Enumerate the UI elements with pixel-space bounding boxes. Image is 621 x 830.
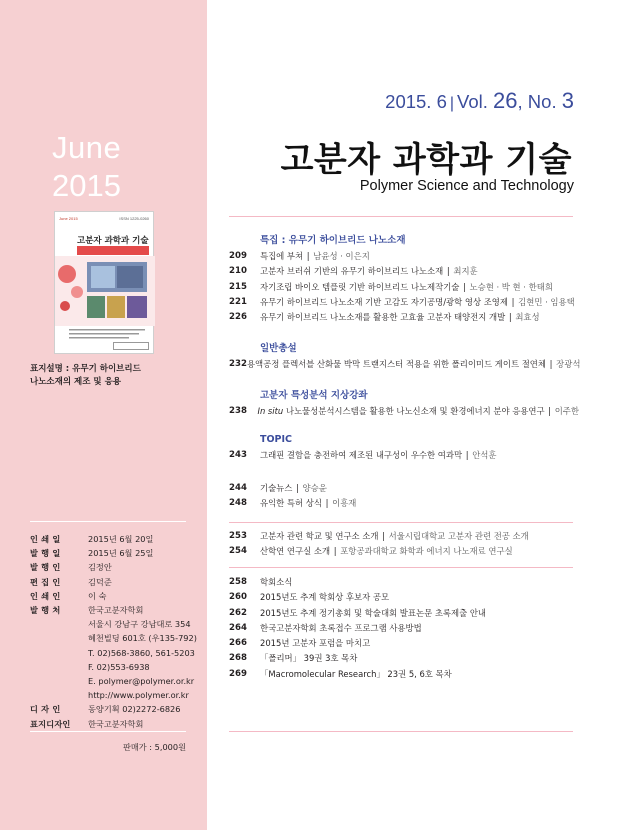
toc-topic: [229, 434, 579, 463]
toc-entry[interactable]: 226 유무기 하이브리드 나노소재를 활용한 고효율 고분자 태양전지 개발 | 최효성: [229, 312, 540, 323]
issue-date: 2015. 6: [385, 91, 447, 112]
rule-lower: [229, 567, 573, 568]
toc-entry[interactable]: 269 「Macromolecular Research」 23권 5, 6호 목차: [229, 668, 452, 679]
section-heading: 고분자 특성분석 지상강좌: [260, 390, 368, 401]
address-line: 서울시 강남구 강남대로 354: [88, 619, 191, 630]
address-line: 혜천빌딩 601호 (우135-792): [88, 633, 197, 644]
toc-special: [229, 232, 579, 325]
cover-band: [77, 246, 149, 255]
cover-publisher-logo: [113, 342, 149, 350]
toc-entry[interactable]: 264 한국고분자학회 초록접수 프로그램 사용방법: [229, 622, 422, 633]
journal-subtitle: Polymer Science and Technology: [359, 178, 574, 194]
toc-entry[interactable]: 244 기술뉴스 | 양승윤: [229, 483, 327, 493]
rule-bottom: [229, 731, 573, 732]
section-heading: TOPIC: [260, 434, 293, 445]
info-row: 발 행 처 한국고분자학회: [30, 605, 144, 616]
toc-entry[interactable]: 215 자기조립 바이오 템플릿 기반 하이브리드 나노제작기술 | 노승현 · 박 현 · 한태희: [229, 281, 553, 292]
fax-line: F. 02)553-6938: [88, 661, 150, 672]
info-row: 인 쇄 일 2015년 6월 20일: [30, 534, 154, 544]
toc-entry[interactable]: 232 용액공정 플렉서블 산화물 박막 트랜지스터 적용을 위한 폴리이미드 게이트 절연체 | 장광석: [229, 359, 581, 369]
sidebar: [0, 0, 207, 830]
cover-title: 고분자 과학과 기술: [77, 236, 149, 246]
section-heading: 특집 : 유무기 하이브리드 나노소재: [260, 235, 406, 246]
cover-issn: ISSN 1225-0260: [119, 216, 149, 221]
cover-artwork: [55, 256, 155, 326]
info-row: 발 행 일 2015년 6월 25일: [30, 548, 154, 559]
toc-entry[interactable]: 221 유무기 하이브리드 나노소재 기반 고감도 자기공명/광학 영상 조영제 | 김현민 · 임용택: [229, 296, 575, 307]
cover-text-block: [69, 328, 145, 340]
toc-entry[interactable]: 248 유익한 특허 상식 | 이흥재: [229, 498, 357, 509]
journal-title: 고분자 과학과 기술: [280, 140, 572, 180]
toc-news: [229, 481, 579, 512]
info-row: 표지디자인 한국고분자학회: [30, 718, 144, 729]
toc-entry[interactable]: 266 2015년 고분자 포럼을 마치고: [229, 638, 371, 649]
toc-entry[interactable]: 260 2015년도 추계 학회상 후보자 공모: [229, 592, 390, 603]
sidebar-divider-bottom: [30, 731, 186, 732]
volume-number: 26: [493, 88, 518, 113]
cover-caption: [30, 363, 141, 389]
rule-middle: [229, 522, 573, 523]
issue-info: [385, 88, 574, 114]
number-label: , No.: [517, 91, 557, 112]
sidebar-month: June: [52, 130, 122, 165]
info-row: 발 행 인 김정안: [30, 562, 112, 573]
website-line: http://www.polymer.or.kr: [88, 690, 189, 701]
issue-number: 3: [561, 88, 574, 113]
info-row: 편 집 인 김덕준: [30, 576, 112, 587]
email-line: E. polymer@polymer.or.kr: [88, 676, 195, 687]
cover-date: June 2015: [59, 216, 78, 221]
cover-caption-line2: 나노소재의 제조 및 응용: [30, 377, 121, 387]
toc-entry[interactable]: 209 특집에 부쳐 | 남윤성 · 이은지: [229, 251, 370, 261]
toc-entry[interactable]: 254 산학연 연구실 소개 | 포항공과대학교 화학과 에너지 나노재료 연구실: [229, 546, 513, 557]
toc-misc: [229, 575, 579, 682]
rule-top: [229, 216, 573, 217]
info-row: 디 자 인 동양기획 02)2272-6826: [30, 704, 181, 715]
cover-caption-line1: 표지설명 : 유무기 하이브리드: [30, 364, 141, 374]
toc-entry[interactable]: 268 「폴리머」 39권 3호 목차: [229, 653, 358, 664]
toc-entry[interactable]: 253 고분자 관련 학교 및 연구소 소개 | 서울시립대학교 고분자 관련 전공 소개: [229, 531, 529, 541]
toc-general: [229, 340, 579, 372]
price: 판매가 : 5,000원: [122, 742, 186, 752]
toc-entry[interactable]: 238 In situ 나노물성분석시스템을 활용한 나노신소재 및 환경에너지 분야 응용연구 | 이주한: [229, 406, 579, 416]
info-row: 인 쇄 인 이 숙: [30, 590, 107, 601]
sidebar-divider-top: [30, 521, 186, 522]
toc-intro: [229, 529, 579, 560]
toc-entry[interactable]: 262 2015년도 추계 정기총회 및 학술대회 발표논문 초록제출 안내: [229, 607, 487, 618]
issue-separator: |: [449, 95, 455, 112]
publication-info: [30, 532, 200, 731]
section-heading: 일반총설: [260, 343, 297, 354]
toc-lecture: [229, 387, 579, 419]
toc-entry[interactable]: 243 그래핀 결함을 충전하여 제조된 내구성이 우수한 여과막 | 안석훈: [229, 450, 497, 460]
sidebar-year: 2015: [52, 168, 121, 203]
phone-line: T. 02)568-3860, 561-5203: [88, 647, 195, 658]
volume-label: Vol.: [457, 91, 488, 112]
cover-thumbnail: [54, 211, 154, 354]
toc-entry[interactable]: 210 고분자 브러쉬 기반의 유무기 하이브리드 나노소재 | 최지훈: [229, 266, 478, 277]
toc-entry[interactable]: 258 학회소식: [229, 577, 293, 587]
